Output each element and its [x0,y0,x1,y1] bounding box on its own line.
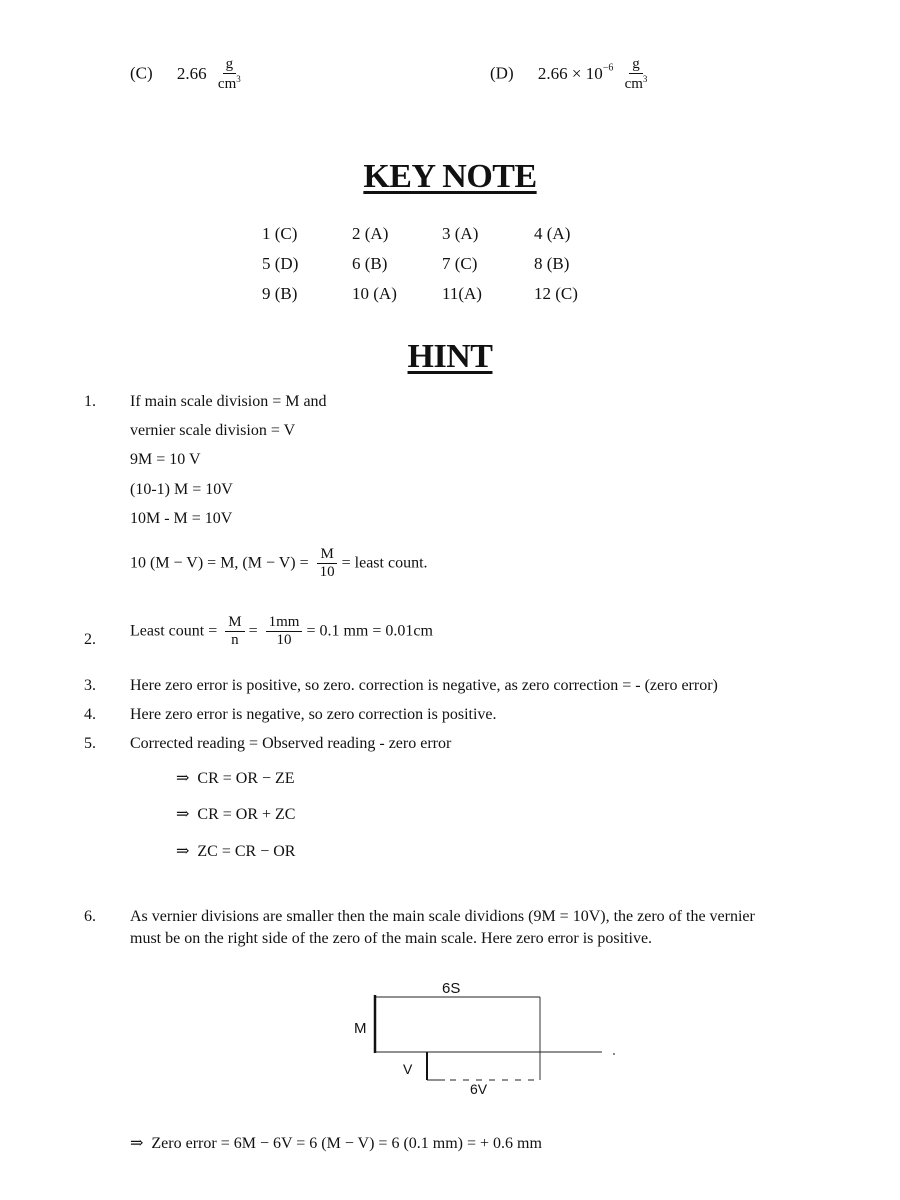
answer-item: 12 (C) [534,284,578,303]
diagram-label-v: V [403,1061,413,1077]
hint-1-line: If main scale division = M and [130,393,327,410]
hint-5-eq-3: ⇒ ZC = CR − OR [176,843,296,860]
hint-5-eq-1: ⇒ CR = OR − ZE [176,770,295,787]
answer-item: 11(A) [442,284,482,303]
option-d-exp: −6 [602,62,614,74]
answer-item: 5 (D) [262,254,299,273]
zero-error-text: Zero error = 6M − 6V = 6 (M − V) = 6 (0.1 mm) = + 0.6 mm [151,1135,542,1152]
answer-item: 9 (B) [262,284,298,303]
vernier-diagram [340,975,640,1100]
option-d-value: 2.66 × 10 [537,63,603,83]
hint-2-prefix: Least count = [130,622,218,640]
hint-title: HINT [407,338,493,375]
hint-2-number: 2. [84,631,96,648]
hint-2-f2-den: 10 [276,632,292,649]
answer-item: 4 (A) [534,224,571,243]
answer-item: 7 (C) [442,254,478,273]
answer-item: 8 (B) [534,254,570,273]
least-count-eq-right: = least count. [341,554,428,572]
hint-1-line: vernier scale division = V [130,422,296,439]
hint-2-suffix: = 0.1 mm = 0.01cm [306,622,433,640]
hint-6-line-1: As vernier divisions are smaller then the main scale dividions (9M = 10V), the zero of the vernier [130,908,755,925]
hint-5-number: 5. [84,735,96,752]
hint-1-line: 10M - M = 10V [130,510,233,527]
hint-4-number: 4. [84,706,96,723]
hint-1-line: 9M = 10 V [130,451,201,468]
key-note-title: KEY NOTE [363,158,537,195]
hint-6-number: 6. [84,908,96,925]
option-d-num: g [629,56,643,74]
implies-arrow-icon: ⇒ [176,770,190,787]
diagram-dot [613,1053,615,1055]
option-c-num: g [223,56,237,74]
option-d-den-exp: 3 [642,74,648,85]
option-c-den: cm [217,76,237,93]
hint-6-line-2: must be on the right side of the zero of the main scale. Here zero error is positive. [130,930,653,947]
option-d-label: (D) [490,63,514,83]
hint-5-text: Corrected reading = Observed reading - zero error [130,735,452,752]
hint-4-text: Here zero error is negative, so zero correction is positive. [130,706,497,723]
answer-item: 2 (A) [352,224,389,243]
answer-item: 1 (C) [262,224,298,243]
implies-arrow-icon: ⇒ [176,843,190,860]
hint-5-eq-2: ⇒ CR = OR + ZC [176,806,296,823]
answer-key-grid [262,224,624,304]
option-c [130,56,244,94]
least-count-fraction [317,546,338,582]
answer-item: 10 (A) [352,284,397,303]
zero-error-result [130,1133,542,1153]
implies-arrow-icon: ⇒ [176,806,190,823]
least-count-num: M [317,546,336,564]
hint-2-fraction-2 [266,614,303,650]
diagram-label-6v: 6V [470,1081,488,1097]
diagram-label-m: M [354,1020,367,1037]
diagram-label-6s: 6S [442,980,461,997]
option-c-label: (C) [130,63,153,83]
answer-item: 3 (A) [442,224,479,243]
hint-2-fraction-1 [225,614,244,650]
implies-arrow-icon: ⇒ [130,1135,144,1152]
hint-2-f1-den: n [231,632,239,649]
option-c-fraction [215,56,244,94]
hint-1-number: 1. [84,393,96,410]
hint-2-f1-num: M [225,614,244,632]
hint-3-number: 3. [84,677,96,694]
option-c-den-exp: 3 [236,74,241,85]
option-c-value: 2.66 [176,63,207,83]
hint-2-equation: Least count = $\frac{M}{n}$ = $\frac{1mm}{10}$ = 0.1 mm = 0.01cm [130,614,433,649]
option-d [490,56,650,94]
hint-2-f2-num: 1mm [266,614,303,632]
least-count-den: 10 [319,564,335,581]
least-count-eq-left: 10 (M − V) = M, (M − V) = [130,554,309,572]
option-d-den: cm [624,76,643,93]
hint-3-text: Here zero error is positive, so zero. correction is negative, as zero correction = - (zero error) [130,677,718,694]
answer-item: 6 (B) [352,254,388,273]
least-count-equation [130,546,428,582]
hint-1-line: (10-1) M = 10V [130,481,233,498]
option-d-fraction [622,56,651,94]
